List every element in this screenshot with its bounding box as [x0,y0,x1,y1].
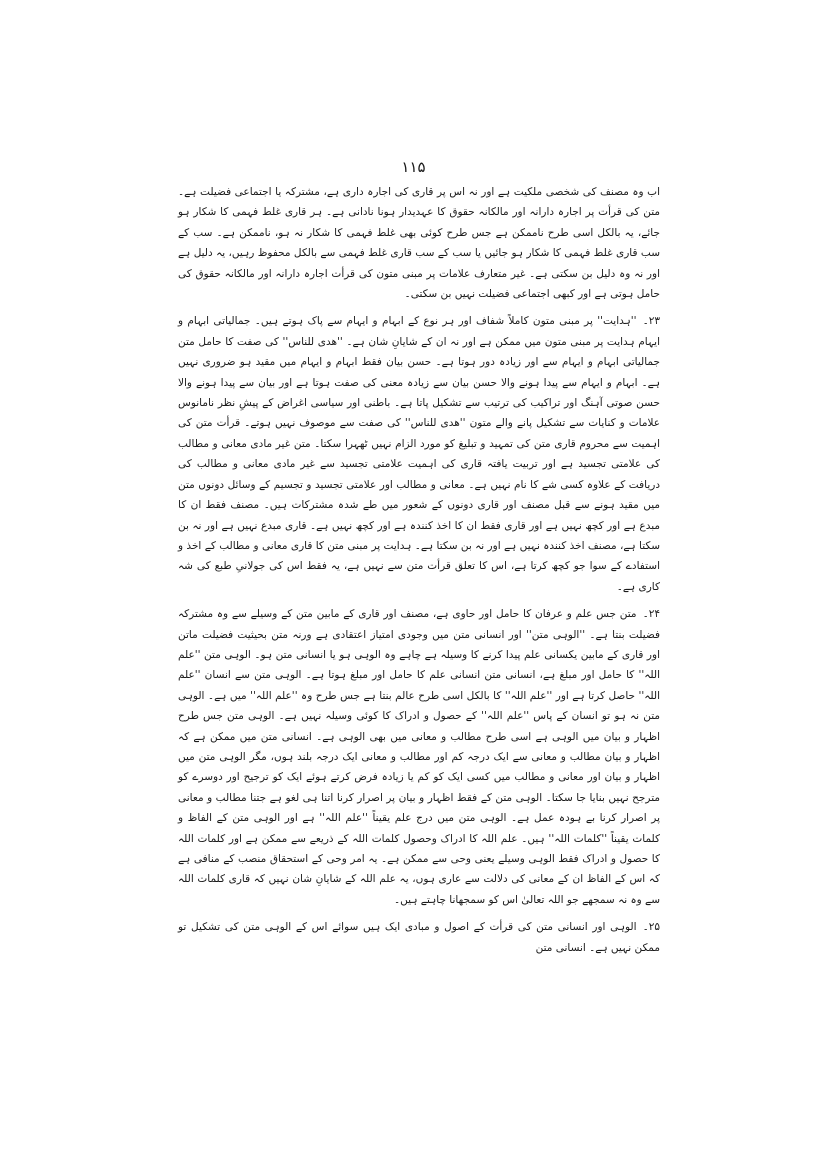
paragraph-24 [178,604,660,910]
paragraph-number: ۲۳۔ [642,315,660,328]
paragraph-23 [178,311,660,597]
page-number: ۱۱۵ [401,158,426,176]
body-text [178,182,660,965]
paragraph-text: متن جس علم و عرفان کا حامل اور حاوی ہے، مصنف اور قاری کے مابین متن کے وسیلے سے وہ مشترکہ فضیلت بنتا ہے۔ ''الوہی متن'' اور انسانی متن میں وجودی امتیاز اعتقادی ہے ورنہ متن بحیثیت فضیلت ماتن اور قاری کے مابین یکسانی علم پیدا کرنے کا وسیلہ ہے چاہے وہ الوہی ہو یا انسانی متن ہو۔ الوہی متن ''علم اللہ'' کا حامل اور مبلغ ہے، انسانی متن انسانی علم کا حامل اور مبلغ ہوتا ہے۔ الوہی متن سے انسان ''علم اللہ'' حاصل کرتا ہے اور ''علم اللہ'' کا بالکل اسی طرح عالم بنتا ہے جس طرح وہ ''علم اللہ'' میں ہے۔ الوہی متن نہ ہو تو انسان کے پاس ''علم اللہ'' کے حصول و ادراک کا کوئی وسیلہ نہیں ہے۔ الوہی متن جس طرح اظہار و بیان میں الوہی ہے اسی طرح مطالب و معانی میں بھی الوہی ہے۔ انسانی متن میں ممکن ہے کہ اظہار و بیان مطالب و معانی سے ایک درجہ کم اور مطالب و معانی ایک درجہ بلند ہوں، مگر الوہی متن میں اظہار و بیان اور معانی و مطالب میں کسی ایک کو کم یا زیادہ فرض کرتے ہوئے ایک کو ترجیح اور دوسرے کو مترجح نہیں بنایا جا سکتا۔ الوہی متن کے فقط اظہار و بیان پر اصرار کرنا اتنا ہی لغو ہے جتنا مطالب و معانی پر اصرار کرنا بے ہودہ عمل ہے۔ الوہی متن میں درج علم یقیناً ''علم اللہ'' ہے اور الوہی متن کے الفاظ و کلمات یقیناً ''کلمات اللہ'' ہیں۔ علم اللہ کا ادراک وحصول کلمات اللہ کے ذریعے سے ممکن ہے اور کلمات اللہ کا حصول و ادراک فقط الوہی وسیلے یعنی وحی سے ممکن ہے۔ یہ امر وحی کے استحقاق منصب کے منافی ہے کہ اس کے الفاظ ان کے معانی کی دلالت سے عاری ہوں، یہ علم اللہ کے شایانِ شان نہیں کہ قاری کلمات اللہ سے وہ نہ سمجھے جو اللہ تعالیٰ اس کو سمجھانا چاہتے ہیں۔ [178,608,660,906]
paragraph-text: ''ہدایت'' پر مبنی متون کاملاً شفاف اور ہر نوع کے ابہام و ایہام سے پاک ہوتے ہیں۔ جمالیاتی ابہام و ایہام ہدایت پر مبنی متون میں ممکن ہے اور نہ ان کے شایانِ شان ہے۔ ''ھدی للناس'' کی صفت کا حامل متن جمالیاتی ابہام و ایہام سے اور زیادہ دور ہوتا ہے۔ حسن بیان فقط ابہام و ایہام میں مقید ہو ضروری نہیں ہے۔ ابہام و ایہام سے پیدا ہونے والا حسن بیان سے زیادہ معنی کی صفت ہوتا ہے اور بیان سے پیدا ہونے والا حسن صوتی آہنگ اور تراکیب کی ترتیب سے تشکیل پاتا ہے۔ باطنی اور سیاسی اغراض کے پیشِ نظر نامانوس علامات و کنایات سے تشکیل پانے والے متون ''ھدی للناس'' کی صفت سے موصوف نہیں ہوتے۔ قرأت متن کی اہمیت سے محروم قاری متن کی تمہید و تبلیغ کو مورد الزام نہیں ٹھہرا سکتا۔ متن غیر مادی معانی و مطالب کی علامتی تجسید ہے اور تربیت یافتہ قاری کی اہمیت علامتی تجسید سے غیر مادی معانی و مطالب کی دریافت کے علاوہ کسی شے کا نام نہیں ہے۔ معانی و مطالب اور علامتی تجسید و تجسیم کے وسائل دونوں متن میں مقید ہونے سے قبل مصنف اور قاری دونوں کے شعور میں طے شدہ مشترکات ہیں۔ مصنف فقط ان کا مبدع ہے اور کچھ نہیں ہے اور قاری فقط ان کا اخذ کنندہ ہے اور کچھ نہیں ہے۔ قاری مبدع نہیں ہے اور نہ بن سکتا ہے، مصنف اخذ کنندہ نہیں ہے اور نہ بن سکتا ہے۔ ہدایت پر مبنی متن کا قاری معانی و مطالب کے اخذ و استفادے کے سوا جو کچھ کرتا ہے، اس کا تعلق قرأت متن سے نہیں ہے، یہ فقط اس کی جولانیِ طبع کی شہ کاری ہے۔ [178,315,660,593]
paragraph-text: اب وہ مصنف کی شخصی ملکیت ہے اور نہ اس پر قاری کی اجارہ داری ہے، مشترکہ یا اجتماعی فضیلت ہے۔ متن کی قرأت پر اجارہ دارانہ اور مالکانہ حقوق کا عہدیدار ہونا نادانی ہے۔ ہر قاری غلط فہمی کا شکار ہو جائے، یہ بالکل اسی طرح ناممکن ہے جس طرح کوئی بھی غلط فہمی کا شکار نہ ہو، ناممکن ہے۔ سب کے سب قاری غلط فہمی کا شکار ہو جائیں یا سب کے سب قاری غلط فہمی سے بالکل محفوظ رہیں، یہ دلیل ہے اور نہ وہ دلیل بن سکتی ہے۔ غیر متعارف علامات پر مبنی متون کی قرأت اجارہ دارانہ اور مالکانہ حقوق کی حامل ہوتی ہے اور کبھی اجتماعی فضیلت نہیں بن سکتی۔ [178,186,660,301]
paragraph-continuation [178,182,660,304]
paragraph-number: ۲۴۔ [642,608,660,621]
paragraph-text: الوہی اور انسانی متن کی قرأت کے اصول و مبادی ایک ہیں سوائے اس کے الوہی متن کی تشکیل تو ممکن نہیں ہے۔ انسانی متن [178,921,660,954]
paragraph-25 [178,917,660,958]
paragraph-number: ۲۵۔ [642,921,660,934]
